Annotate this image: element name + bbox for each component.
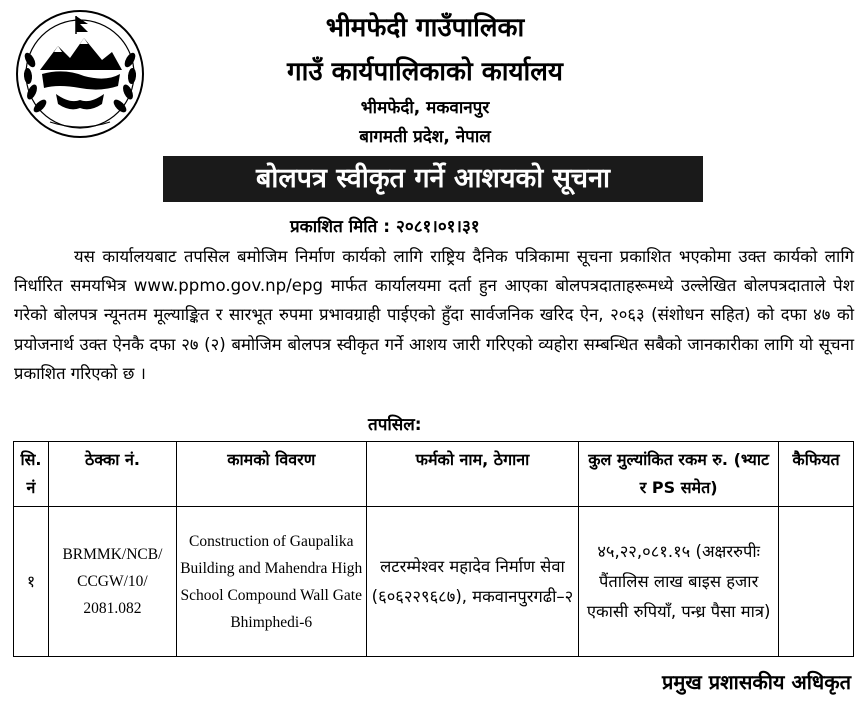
col-firm: फर्मको नाम, ठेगाना — [366, 442, 579, 507]
col-contract-no: ठेक्का नं. — [48, 442, 176, 507]
published-label: प्रकाशित मिति : — [290, 217, 391, 237]
col-remarks: कैफियत — [779, 442, 854, 507]
table-header-row — [14, 442, 854, 507]
notice-title: बोलपत्र स्वीकृत गर्ने आशयको सूचना — [163, 156, 703, 202]
cell-work-desc: Construction of Gaupalika Building and Mahendra High School Compound Wall Gate Bhimphedi-6 — [176, 507, 366, 657]
signature-title: प्रमुख प्रशासकीय अधिकृत — [662, 670, 851, 694]
cell-contract-no: BRMMK/NCB/ CCGW/10/ 2081.082 — [48, 507, 176, 657]
cell-sn: १ — [14, 507, 49, 657]
table-row — [14, 507, 854, 657]
cell-remarks — [779, 507, 854, 657]
municipality-emblem — [14, 8, 146, 140]
details-label: तपसिल: — [368, 415, 422, 435]
published-date — [290, 214, 480, 237]
cell-firm: लटरम्मेश्वर महादेव निर्माण सेवा (६०६२२९६८७), मकवानपुरगढी–२ — [366, 507, 579, 657]
notice-body: यस कार्यालयबाट तपसिल बमोजिम निर्माण कार्यको लागि राष्ट्रिय दैनिक पत्रिकामा सूचना प्रकाशित भएकोमा उक्त कार्यको लागि निर्धारित समयभित्र www.ppmo.gov.np/epg मार्फत कार्यालयमा दर्ता हुन आएका बोलपत्रदाताहरूमध्ये उल्लेखित बोलपत्रदाताले पेश गरेको बोलपत्र न्यूनतम मूल्याङ्कित र सारभूत रुपमा प्रभावग्राही पाईएको हुँदा सार्वजनिक खरिद ऐन, २०६३ (संशोधन सहित) को दफा ४७ को प्रयोजनार्थ उक्त ऐनकै दफा २७ (२) बमोजिम बोलपत्र स्वीकृत गर्ने आशय जारी गरिएको व्यहोरा सम्बन्धित सबैको जानकारीका लागि यो सूचना प्रकाशित गरिएको छ । — [14, 247, 854, 383]
bid-table — [13, 441, 854, 657]
published-value: २०८१।०१।३१ — [396, 217, 480, 237]
municipality-name: भीमफेदी गाउँपालिका — [325, 13, 525, 43]
col-amount: कुल मुल्यांकित रकम रु. (भ्याट र PS समेत) — [579, 442, 779, 507]
col-sn: सि. नं — [14, 442, 49, 507]
office-name: गाउँ कार्यपालिकाको कार्यालय — [287, 57, 563, 87]
office-location: भीमफेदी, मकवानपुर — [360, 98, 490, 118]
province-country: बागमती प्रदेश, नेपाल — [359, 127, 491, 147]
cell-amount: ४५,२२,०८१.१५ (अक्षररुपीः पैंतालिस लाख बाइस हजार एकासी रुपियाँ, पन्ध्र पैसा मात्र) — [579, 507, 779, 657]
col-work-desc: कामको विवरण — [176, 442, 366, 507]
